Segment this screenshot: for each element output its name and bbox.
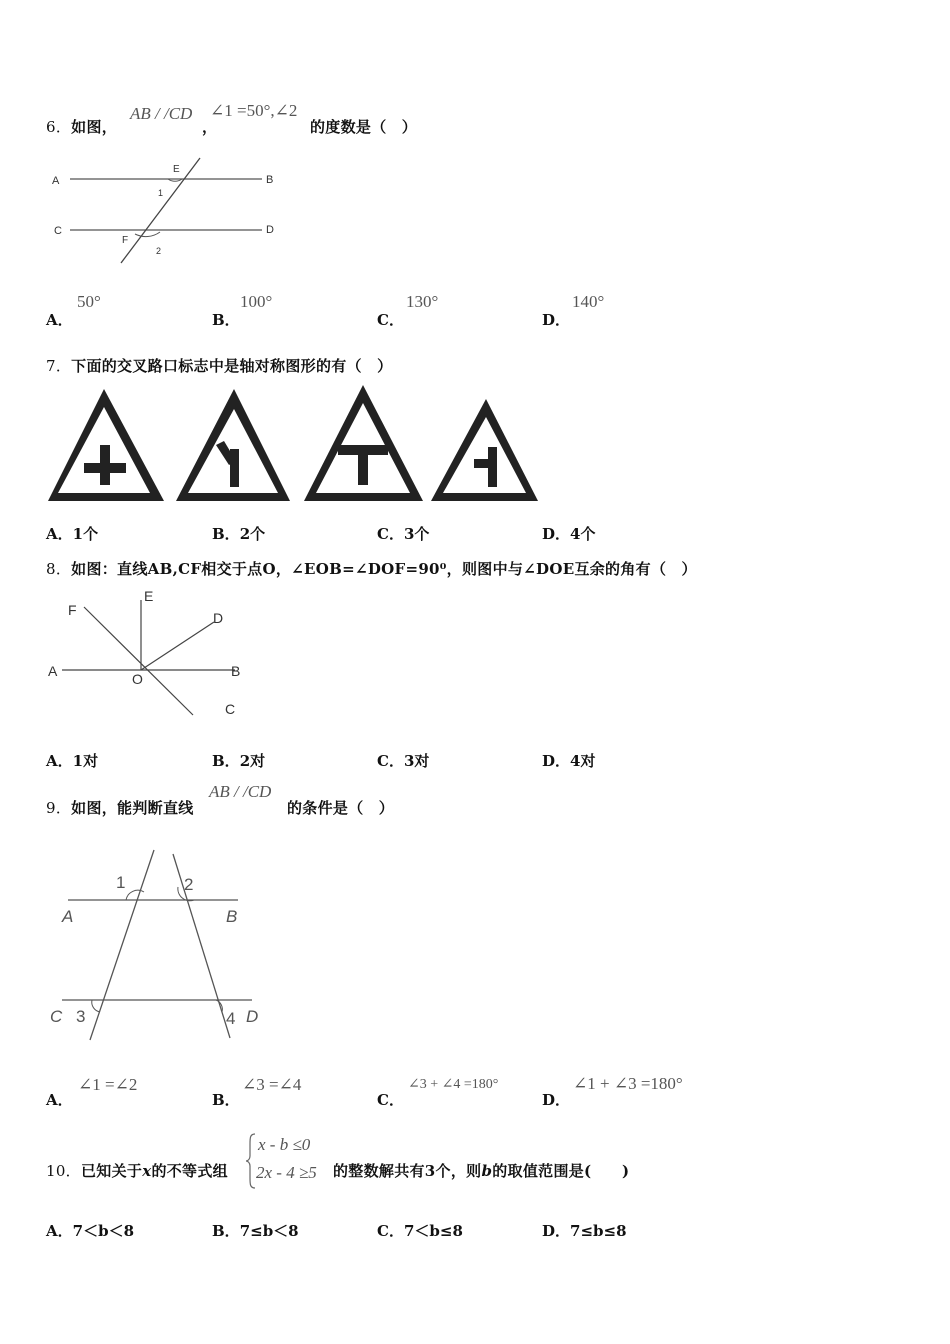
q8-option-d [542, 750, 595, 771]
q7-option-c-letter: C． [377, 525, 404, 543]
q9-option-d-letter: D． [542, 1091, 571, 1109]
q10-mid: 的不等式组 [151, 1162, 228, 1180]
q9-option-b-value: ∠3 =∠4 [242, 1075, 302, 1094]
q9-option-c-value: ∠3 + ∠4 =180° [408, 1077, 499, 1092]
q8-option-c-letter: C． [377, 752, 404, 770]
q9-option-b-letter: B． [212, 1091, 240, 1109]
q9-label-c: C [50, 1007, 63, 1026]
q7-figure [46, 385, 546, 507]
side-road-sign-icon [431, 399, 538, 501]
q10-option-a [46, 1220, 134, 1241]
q8-option-a-letter: A． [46, 752, 73, 770]
q8-label-a: A [48, 663, 58, 679]
q8-option-b [212, 750, 265, 771]
q6-expr-angle: ∠1 =50°,∠2 [210, 101, 298, 120]
q8-stem [46, 558, 697, 579]
q9-label-2: 2 [184, 875, 194, 894]
q10-var-x: x [142, 1162, 152, 1180]
q10-option-b-letter: B． [212, 1222, 240, 1240]
q9-number: 9． [46, 799, 72, 817]
q9-label-3: 3 [76, 1007, 86, 1026]
q9-stem [46, 797, 194, 818]
q9-label-a: A [62, 907, 74, 926]
q6-prefix: 如图， [71, 118, 118, 136]
q10-option-b-value: 7≤b＜8 [239, 1222, 299, 1240]
q8-option-b-letter: B． [212, 752, 240, 770]
q8-option-d-letter: D． [542, 752, 571, 770]
q9-option-c-letter: C． [377, 1091, 404, 1109]
q8-label-o: O [132, 671, 143, 687]
q7-text: 下面的交叉路口标志中是轴对称图形的有（ ） [71, 357, 393, 375]
q10-suffix1: 的整数解共有3个，则 [333, 1162, 482, 1180]
q6-label-2: 2 [156, 246, 162, 256]
q10-inequality-1: x - b ≤0 [258, 1135, 311, 1154]
q8-label-b: B [231, 663, 241, 679]
q10-var-b: b [481, 1162, 493, 1180]
q6-label-c: C [54, 225, 62, 237]
q8-label-c: C [225, 701, 236, 717]
q6-option-a-letter: A． [46, 311, 73, 329]
q7-option-b [212, 523, 265, 544]
q7-option-d [542, 523, 595, 544]
q9-expr-parallel: AB / /CD [209, 782, 272, 801]
q8-option-a-value: 1对 [72, 752, 99, 770]
q6-label-1: 1 [158, 188, 164, 198]
q10-prefix: 已知关于 [81, 1162, 143, 1180]
q9-suffix: 的条件是（ ） [287, 799, 395, 817]
q9-label-b: B [226, 907, 238, 926]
q9-option-d-value: ∠1 + ∠3 =180° [573, 1074, 683, 1093]
q10-option-c-letter: C． [377, 1222, 404, 1240]
q6-option-c-letter: C． [377, 311, 404, 329]
q7-option-c [377, 523, 429, 544]
q8-option-d-value: 4对 [570, 752, 596, 770]
q6-option-c-value: 130° [406, 292, 439, 311]
t-junction-sign-icon [304, 385, 423, 501]
q10-option-d-value: 7≤b≤8 [570, 1222, 627, 1240]
q8-option-a [46, 750, 98, 771]
q6-label-f: F [122, 235, 129, 246]
q7-option-a-letter: A． [46, 525, 73, 543]
q8-option-c-value: 3对 [403, 752, 430, 770]
q9-label-d: D [246, 1007, 259, 1026]
q6-option-b-letter: B． [212, 311, 240, 329]
y-junction-sign-icon [176, 389, 290, 501]
q6-option-b-value: 100° [240, 292, 273, 311]
q8-figure [40, 585, 260, 725]
q6-label-b: B [266, 174, 274, 186]
q9-label-4: 4 [226, 1009, 236, 1028]
q10-stem-end [333, 1160, 629, 1181]
q9-figure [40, 840, 280, 1050]
q6-number: 6． [46, 118, 72, 136]
q10-suffix2: 的取值范围是( ) [492, 1162, 630, 1180]
q6-comma: ， [202, 118, 218, 136]
q9-option-a-value: ∠1 =∠2 [78, 1075, 138, 1094]
q7-option-a [46, 523, 98, 544]
q6-option-a-value: 50° [77, 292, 101, 311]
q6-figure [40, 150, 290, 270]
q10-option-c-value: 7＜b≤8 [403, 1222, 463, 1240]
q7-option-c-value: 3个 [403, 525, 430, 543]
q10-option-c [377, 1220, 463, 1241]
q10-inequality-2: 2x - 4 ≥5 [256, 1163, 317, 1182]
q9-prefix: 如图，能判断直线 [71, 799, 194, 817]
q8-number: 8． [46, 560, 72, 578]
q10-option-d-letter: D． [542, 1222, 571, 1240]
q8-option-c [377, 750, 429, 771]
q10-stem-start [46, 1160, 228, 1181]
q9-option-a-letter: A． [46, 1091, 73, 1109]
q7-number: 7． [46, 357, 72, 375]
q6-suffix: 的度数是（ ） [310, 118, 418, 136]
q10-option-a-letter: A． [46, 1222, 73, 1240]
q7-option-d-letter: D． [542, 525, 571, 543]
q6-label-a: A [52, 175, 60, 187]
q8-label-f: F [68, 602, 77, 618]
q10-option-a-value: 7＜b＜8 [72, 1222, 135, 1240]
q7-option-b-letter: B． [212, 525, 240, 543]
q7-option-d-value: 4个 [570, 525, 596, 543]
q10-option-d [542, 1220, 627, 1241]
q8-label-e: E [144, 588, 154, 604]
q6-option-d-letter: D． [542, 311, 571, 329]
q7-stem [46, 355, 392, 376]
q6-option-d-value: 140° [572, 292, 605, 311]
crossroad-sign-icon [48, 389, 164, 501]
q7-option-b-value: 2个 [239, 525, 266, 543]
q10-number: 10． [46, 1162, 81, 1180]
q8-text: 如图：直线AB,CF相交于点O，∠EOB=∠DOF=90⁰，则图中与∠DOE互余的角有（ ） [71, 560, 697, 578]
q8-option-b-value: 2对 [239, 752, 266, 770]
q7-option-a-value: 1个 [72, 525, 99, 543]
q6-label-e: E [173, 164, 180, 175]
q6-label-d: D [266, 224, 274, 236]
q6-stem [46, 116, 117, 137]
q9-label-1: 1 [116, 873, 126, 892]
q10-option-b [212, 1220, 299, 1241]
q8-label-d: D [213, 610, 224, 626]
q6-expr-parallel: AB / /CD [130, 104, 193, 123]
